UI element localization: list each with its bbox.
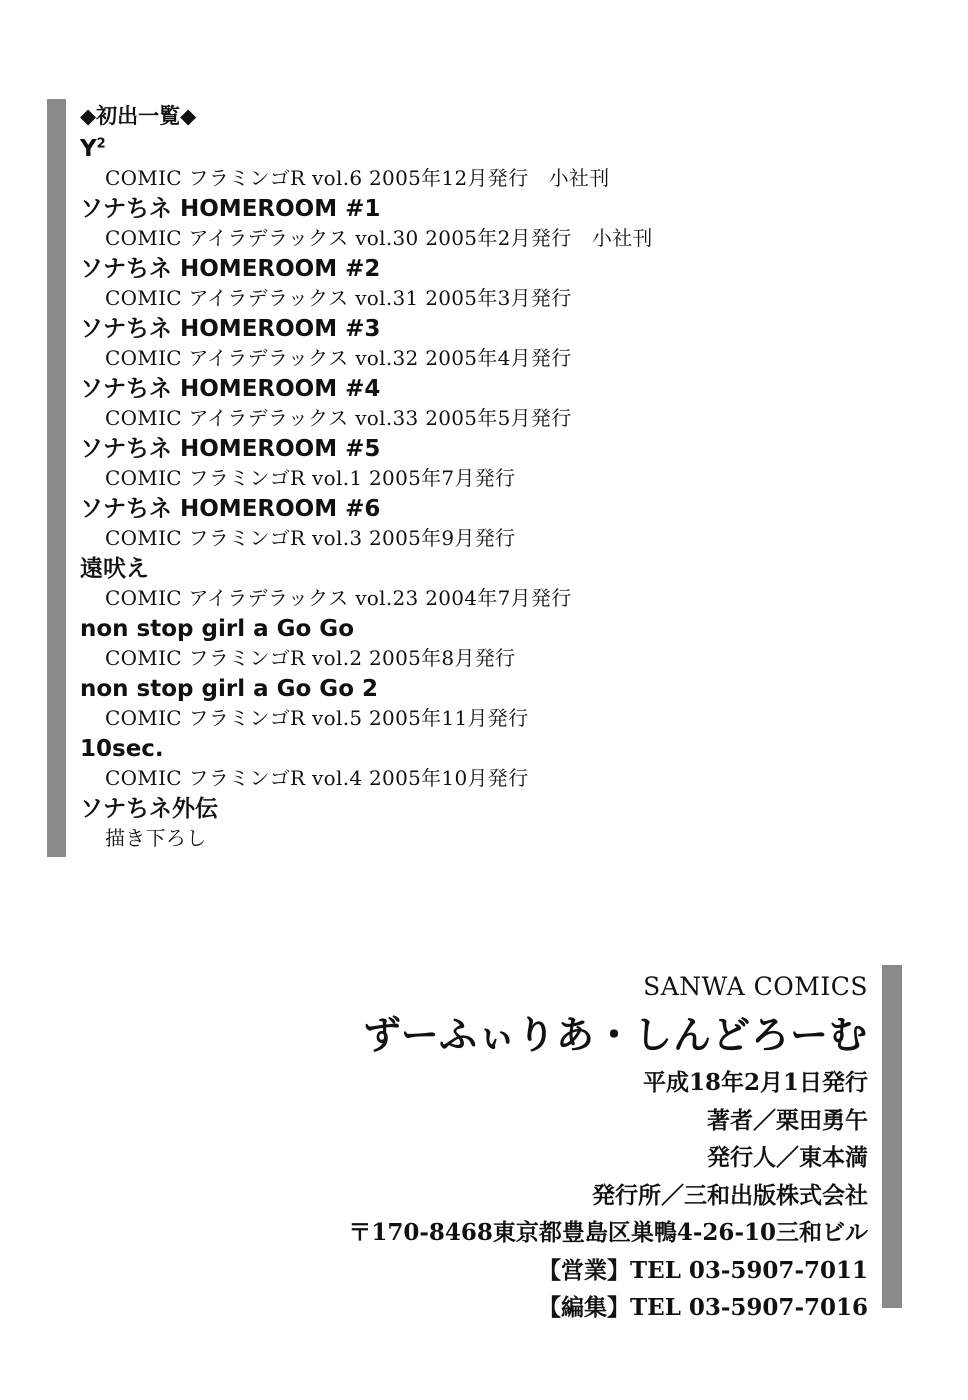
entry-source: COMIC アイラデラックス vol.31 2005年3月発行 [105,286,572,310]
entry-title [80,794,780,824]
entry-title [80,374,780,404]
entry-title [80,254,780,284]
publisher-person-line: 発行人／東本満 [707,1144,868,1171]
entry-title [80,554,780,584]
entry-title-text: ソナちネ HOMEROOM #4 [80,376,381,402]
colophon [248,968,868,1327]
entry-source: COMIC フラミンゴR vol.6 2005年12月発行 小社刊 [105,166,610,190]
entry-source: COMIC フラミンゴR vol.5 2005年11月発行 [105,706,529,730]
sales-tel-line: 【営業】TEL 03-5907-7011 [538,1256,868,1284]
publish-date: 平成18年2月1日発行 [642,1069,868,1096]
entry-title-text: ソナちネ HOMEROOM #5 [80,436,381,462]
entries-container [80,134,780,852]
entry-title [80,494,780,524]
entry-title-text: non stop girl a Go Go 2 [80,676,379,702]
entry-title-text: ソナちネ HOMEROOM #6 [80,496,381,522]
entry-title-text: non stop girl a Go Go [80,616,354,642]
author-line: 著者／栗田勇午 [707,1106,868,1134]
first-publication-heading: ◆初出一覧◆ [80,104,197,128]
entry-title [80,734,780,764]
entry-title [80,314,780,344]
entry-title-superscript: 2 [96,136,106,152]
entry-title-text: 10sec. [80,736,164,762]
entry-source: COMIC アイラデラックス vol.23 2004年7月発行 [105,586,572,610]
entry-source: COMIC フラミンゴR vol.3 2005年9月発行 [105,526,516,550]
entry-title-text: Y [80,136,97,162]
entry-title [80,194,780,224]
right-decorative-bar [882,965,902,1308]
entry-source: COMIC アイラデラックス vol.32 2005年4月発行 [105,346,572,370]
address-line: 〒170-8468東京都豊島区巣鴨4-26-10三和ビル [348,1219,868,1246]
entry-title-text: ソナちネ HOMEROOM #1 [80,196,381,222]
entry-title-text: ソナちネ HOMEROOM #3 [80,316,381,342]
entry-source: COMIC フラミンゴR vol.2 2005年8月発行 [105,646,516,670]
entry-title [80,614,780,644]
entry-title [80,674,780,704]
entry-source: COMIC アイラデラックス vol.33 2005年5月発行 [105,406,572,430]
entry-title-text: 遠吠え [80,556,149,582]
entry-source: COMIC フラミンゴR vol.1 2005年7月発行 [105,466,516,490]
entry-title [80,134,780,164]
left-decorative-bar [47,99,66,857]
entry-title-text: ソナちネ HOMEROOM #2 [80,256,381,282]
editorial-tel-line: 【編集】TEL 03-5907-7016 [538,1294,868,1321]
first-publication-list [80,100,780,852]
entry-title-text: ソナちネ外伝 [80,796,218,822]
entry-title [80,434,780,464]
entry-source: COMIC アイラデラックス vol.30 2005年2月発行 小社刊 [105,226,653,250]
series-name: SANWA COMICS [643,972,868,1001]
entry-source: COMIC フラミンゴR vol.4 2005年10月発行 [105,766,529,790]
entry-source: 描き下ろし [105,826,207,850]
publisher-line: 発行所／三和出版株式会社 [592,1181,868,1209]
book-title: ずーふぃりあ・しんどろーむ [362,1012,868,1057]
